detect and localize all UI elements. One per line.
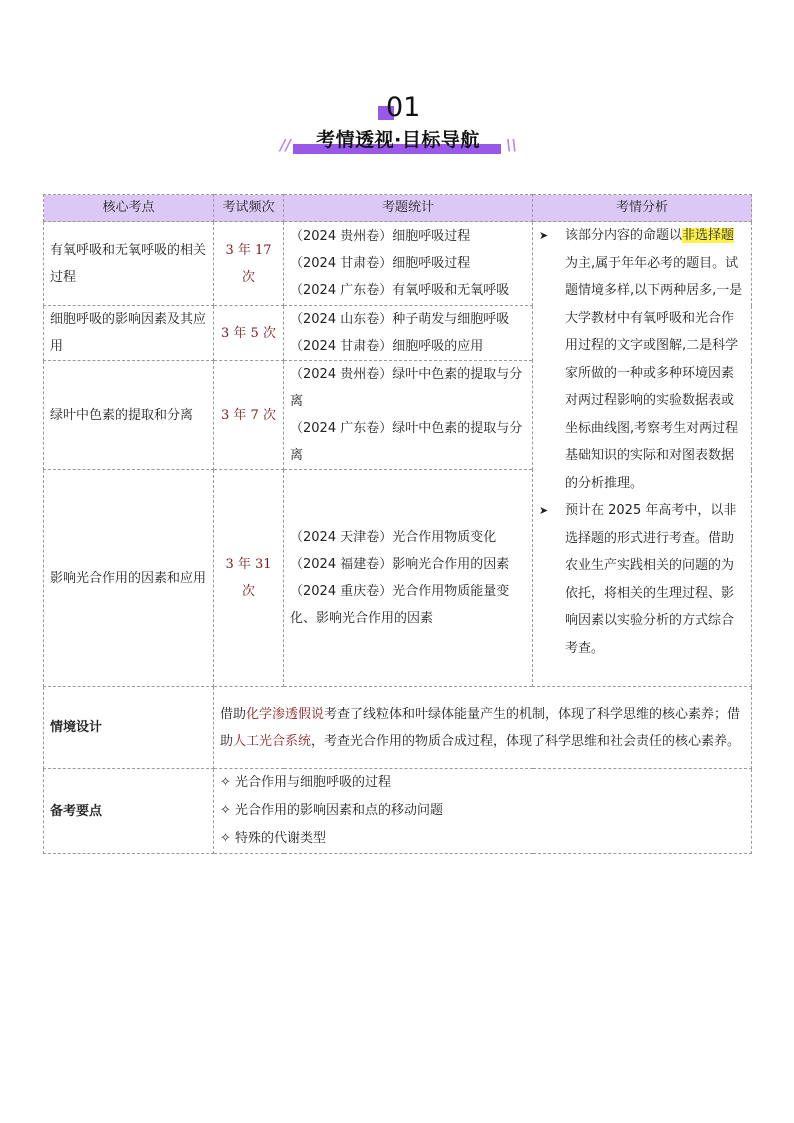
frequency-cell: 3 年 31 次 <box>214 470 284 687</box>
topic-cell: 有氧呼吸和无氧呼吸的相关过程 <box>44 222 214 306</box>
analysis-text-2: 预计在 2025 年高考中，以非选择题的形式进行考查。借助农业生产实践相关的问题的为依托，将相关的生理过程、影响因素以实验分析的方式综合考查。 <box>565 503 737 656</box>
key-point-item: ✧ 特殊的代谢类型 <box>220 831 327 846</box>
analysis-bullet-1 <box>539 222 745 497</box>
frequency-cell: 3 年 7 次 <box>214 361 284 470</box>
analysis-cell <box>533 222 752 687</box>
stat-item: （2024 甘肃卷）细胞呼吸过程 <box>290 256 471 271</box>
arrow-bullet-icon: ➤ <box>539 229 549 242</box>
decor-slash-right: \\ <box>506 136 517 154</box>
section-title: 考情透视·目标导航 <box>316 129 480 151</box>
table-header-row <box>44 195 752 222</box>
scenario-term: 人工光合系统 <box>233 733 312 749</box>
col-header-statistics: 考题统计 <box>284 195 533 222</box>
arrow-bullet-icon: ➤ <box>539 504 549 517</box>
col-header-topic: 核心考点 <box>44 195 214 222</box>
col-header-frequency: 考试频次 <box>214 195 284 222</box>
section-number: 01 <box>386 92 421 123</box>
key-point-item: ✧ 光合作用的影响因素和点的移动问题 <box>220 803 444 818</box>
key-points-row <box>44 769 752 854</box>
decor-slash-left: // <box>280 136 291 154</box>
stat-item: （2024 广东卷）有氧呼吸和无氧呼吸 <box>290 283 510 298</box>
statistics-cell <box>284 470 533 687</box>
frequency-cell: 3 年 5 次 <box>214 306 284 361</box>
scenario-label: 情境设计 <box>44 687 214 769</box>
key-points-label: 备考要点 <box>44 769 214 854</box>
scenario-row <box>44 687 752 769</box>
stat-item: （2024 福建卷）影响光合作用的因素 <box>290 557 510 572</box>
stat-item: （2024 广东卷）绿叶中色素的提取与分离 <box>290 421 523 463</box>
highlight-text: 非选择题 <box>682 228 735 243</box>
topic-cell: 细胞呼吸的影响因素及其应用 <box>44 306 214 361</box>
analysis-text-part: 该部分内容的命题以 <box>565 228 683 243</box>
col-header-analysis: 考情分析 <box>533 195 752 222</box>
stat-item: （2024 贵州卷）绿叶中色素的提取与分离 <box>290 367 523 409</box>
stat-item: （2024 天津卷）光合作用物质变化 <box>290 530 497 545</box>
topic-cell: 绿叶中色素的提取和分离 <box>44 361 214 470</box>
stat-item: （2024 贵州卷）细胞呼吸过程 <box>290 229 471 244</box>
statistics-cell <box>284 361 533 470</box>
key-points-content <box>214 769 752 854</box>
analysis-text-part: 为主,属于年年必考的题目。试题情境多样,以下两种居多,一是大学教材中有氧呼吸和光合作用过程的文字或图解,二是科学家所做的一种或多种环境因素对两过程影响的实验数据表或坐标曲线图,考察考生对两过程基础知识的实际和对图表数据的分析推理。 <box>565 255 743 491</box>
table-row <box>44 222 752 306</box>
frequency-cell: 3 年 17 次 <box>214 222 284 306</box>
analysis-bullet-2 <box>539 497 745 662</box>
scenario-term: 化学渗透假说 <box>246 706 325 722</box>
statistics-cell <box>284 222 533 306</box>
section-header <box>0 92 794 162</box>
stat-item: （2024 甘肃卷）细胞呼吸的应用 <box>290 339 484 354</box>
scenario-text: 考查了线粒体和叶绿体能量产生的机制，体现了科学思维的核心素养；借助 <box>220 706 741 749</box>
scenario-content <box>214 687 752 769</box>
scenario-text: ，考查光合作用的物质合成过程，体现了科学思维和社会责任的核心素养。 <box>311 733 741 749</box>
exam-analysis-table <box>43 194 752 854</box>
topic-cell: 影响光合作用的因素和应用 <box>44 470 214 687</box>
analysis-text-1 <box>565 222 745 497</box>
stat-item: （2024 重庆卷）光合作用物质能量变化、影响光合作用的因素 <box>290 584 510 626</box>
scenario-text: 借助 <box>220 706 247 722</box>
statistics-cell <box>284 306 533 361</box>
key-point-item: ✧ 光合作用与细胞呼吸的过程 <box>220 775 392 790</box>
stat-item: （2024 山东卷）种子萌发与细胞呼吸 <box>290 312 510 327</box>
